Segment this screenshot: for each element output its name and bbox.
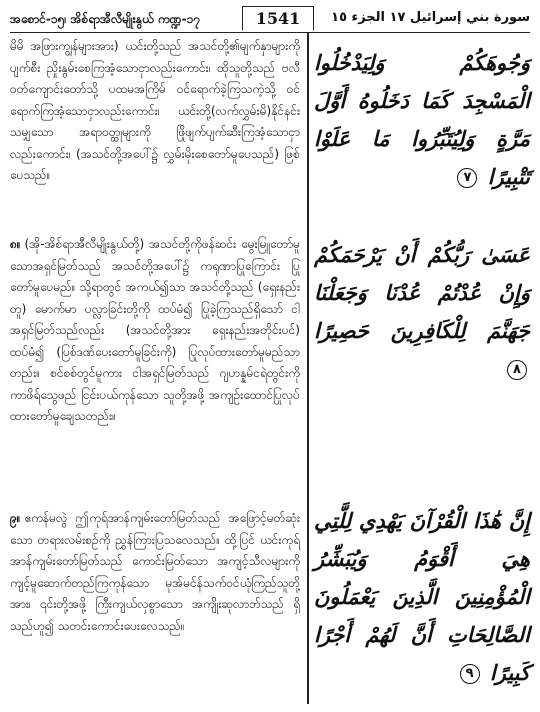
page-header xyxy=(10,8,530,33)
arabic-verse-text: عَسَىٰ رَبُّكُمْ أَنْ يَرْحَمَكُمْ وَإِنْ عُدْتُمْ عُدْنَا وَجَعَلْنَا جَهَنَّمَ لِلْكَافِرِينَ حَصِيرًا xyxy=(314,243,530,343)
translation-paragraph xyxy=(10,234,300,428)
column-divider xyxy=(307,32,309,704)
translation-paragraph xyxy=(10,36,300,187)
arabic-verse xyxy=(314,502,530,692)
verse-number: ၉။ xyxy=(10,511,21,525)
translation-paragraph xyxy=(10,508,300,637)
header-chapter-label: အစောင်-၁၅၊ အိစ်ရာအီလီမျိုးနွယ် ကဏ္ဍ-၁၇ xyxy=(10,12,201,26)
ayah-number-marker: ٧ xyxy=(457,168,477,188)
arabic-verse-text: وَجُوهَكُمْ وَلِيَدْخُلُوا الْمَسْجِدَ كَمَا دَخَلُوهُ أَوَّلَ مَرَّةٍ وَلِيُتَبِّرُوا مَا عَلَوْا تَتْبِيرًا xyxy=(314,51,530,189)
ayah-number-marker: ٨ xyxy=(507,360,527,380)
verse-text: (အို-အိစ်ရာအီလီမျိုးနွယ်တို့) အသင်တို့ကိုဖန်ဆင်း မွေးမြူတော်မူသောအရှင်မြတ်သည် အသင်တို့အပေါ်၌ ကရုဏာပြုကြောင်း ပြုတော်မူပေမည်။ သို့ရာတွင် အကယ်၍သာ အသင်တို့သည် (ရှေးနည်းတူ) မောက်မာ ပလ္လာခြင်းတို့ကို ထပ်မံ၍ ပြုခဲ့ကြသည်ရှိသော် ငါအရှင်မြတ်သည်လည်း (အသင်တို့အား ရှေးနည်းအတိုင်းပင်) ထပ်မံ၍ (ပြစ်ဒဏ်ပေးတော်မူခြင်းကို) ပြုလုပ်ထားတော်မူမည်သာတည်း။ စင်စစ်တွင်မူကား ငါအရှင်မြတ်သည် ဂျဟန္နမ်ငရဲတွင်းကို ကာဖိရ်သွေဖည် ငြင်းပယ်ကုန်သော သူတို့အဖို့ အကျဉ်းထောင်ပြုလုပ်ထားတော်မူချေသတည်း။ xyxy=(10,237,300,423)
arabic-verse-text: إِنَّ هَٰذَا الْقُرْآنَ يَهْدِي لِلَّتِي هِيَ أَقْوَمُ وَيُبَشِّرُ الْمُؤْمِنِينَ الَّذِينَ يَعْمَلُونَ الصَّالِحَاتِ أَنَّ لَهُمْ أَجْرًا كَبِيرًا xyxy=(314,509,530,685)
verse-text: ဧကန်မလွဲ ဤကုရ်အာန်ကျမ်းတော်မြတ်သည် အဖြောင့်မတ်ဆုံးသော တရားလမ်းစဉ်ကို ညွှန်ကြားပြသလေသည်။ ထို့ပြင် ယင်းကုရ်အာန်ကျမ်းတော်မြတ်သည် ကောင်းမြတ်သော အကျင့်သီလများကို ကျင့်မူဆောက်တည်ကြကုန်သော မုအ်မင်န်သက်ဝင်ယုံကြည်သူတို့အား၊ ၎င်းတို့အဖို့ ကြီးကျယ်လှစွာသော အကျိုးဆုလာဘ်သည် ရှိသည်ဟူ၍ သတင်းကောင်းပေးလေသည်။ xyxy=(10,511,300,633)
verse-number: ၈။ xyxy=(10,237,21,251)
arabic-verse xyxy=(314,236,530,388)
ayah-number-marker: ٩ xyxy=(460,664,480,684)
arabic-verse xyxy=(314,44,530,196)
header-surah-label: سورة بني إسرائيل ١٧ الجزء ١٥ xyxy=(331,10,530,25)
page-number: 1541 xyxy=(242,6,314,30)
verse-text: မိမိ အဖြားကျွန်များအား) ယင်းတို့သည် အသင်တို့၏မျက်နှာများကို ပျက်စီး ညှိုးနွမ်းစေကြအံ့သောငှာလည်းကောင်း၊ ထိုသူတို့သည် ဗလီဝတ်ကျောင်းတော်သို့ ပထမအကြိမ် ဝင်ရောက်ခဲ့ကြသကဲ့သို့ ဝင်ရောက်ကြအံ့သောငှာလည်းကောင်း၊ ယင်းတို့(လက်လွှမ်းမိ)နိုင်နင်းသမျှသော အရာဝတ္ထုများကို ဖြိုဖျက်ပျက်ဆီးကြအံ့သောငှာလည်းကောင်း၊ (အသင်တို့အပေါ်၌ လွှမ်းမိုးစေတော်မူပေသည်) ဖြစ်ပေသည်။ xyxy=(10,39,300,182)
